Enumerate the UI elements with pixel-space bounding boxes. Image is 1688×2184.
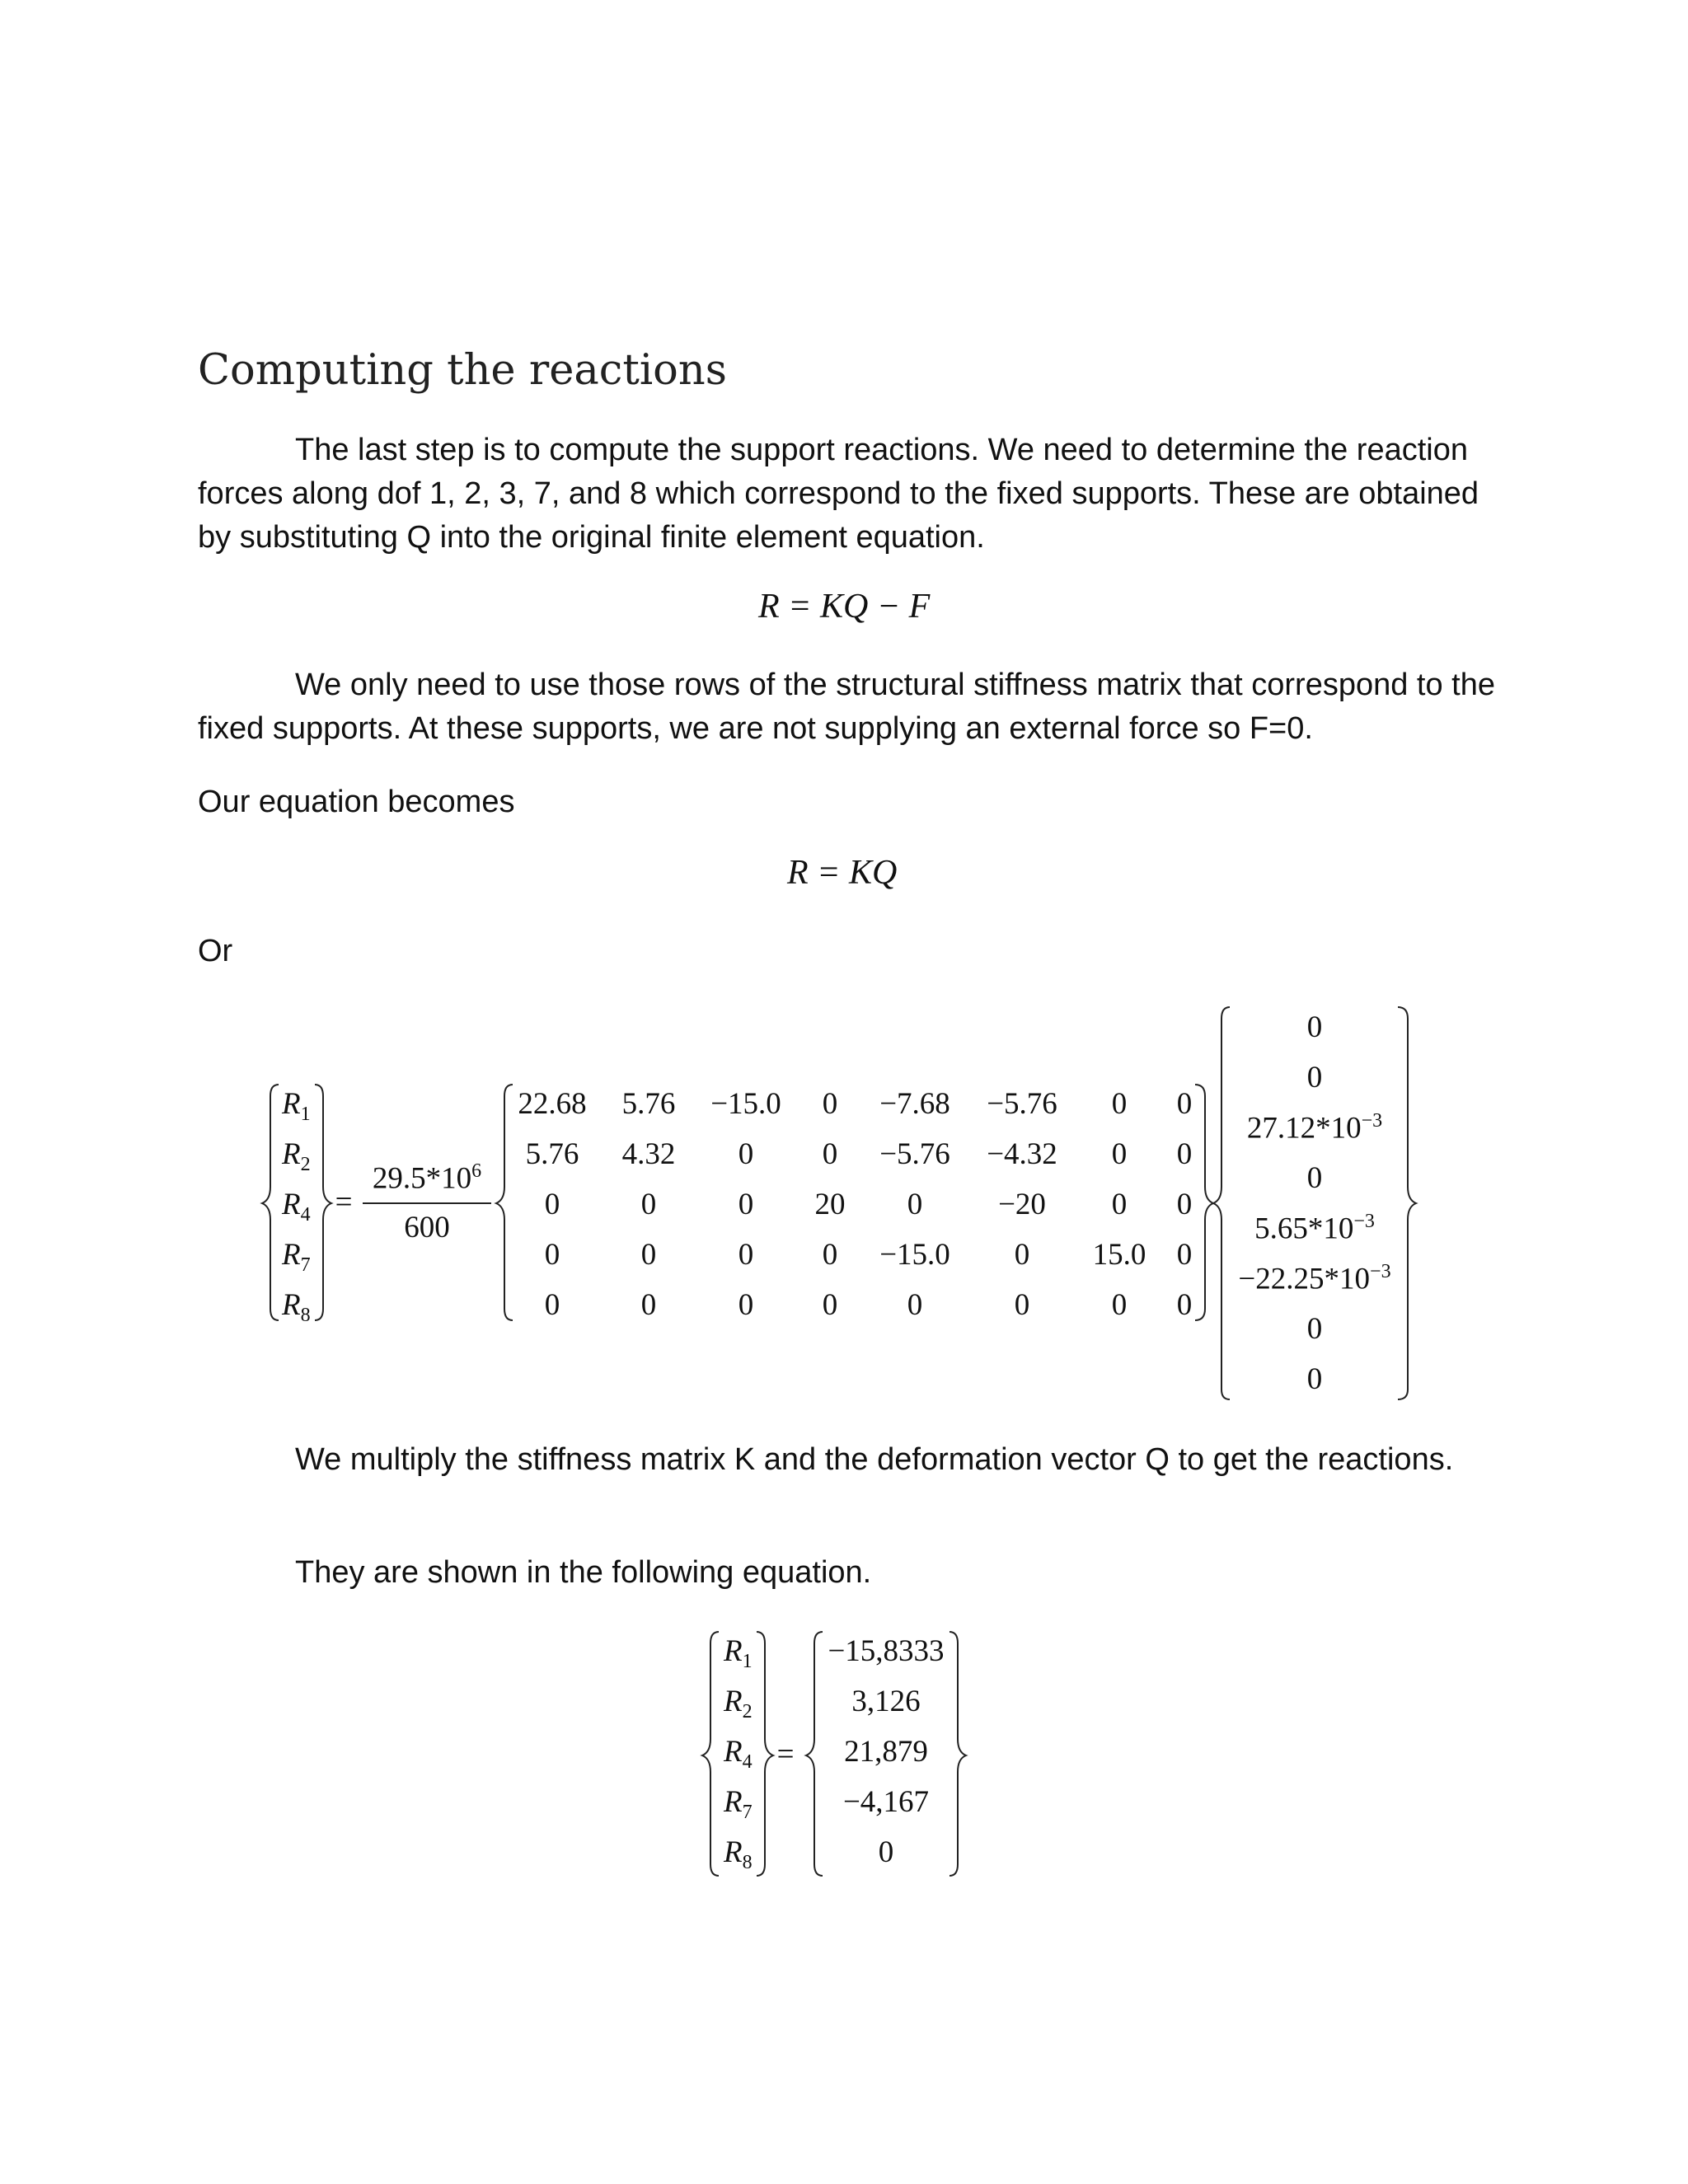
k-cell-r2-c1: 0 xyxy=(640,1188,657,1221)
factor-denominator: 600 xyxy=(404,1211,450,1244)
k-cell-r2-c7: 0 xyxy=(1176,1188,1193,1221)
k-cell-r3-c0: 0 xyxy=(544,1238,560,1272)
reaction-label-2: $R_4$ xyxy=(282,1188,311,1226)
reaction-label-1: $R_2$ xyxy=(282,1137,311,1175)
k-cell-r2-c5: −20 xyxy=(998,1188,1046,1221)
k-cell-r3-c6: 15.0 xyxy=(1092,1238,1146,1272)
k-cell-r4-c5: 0 xyxy=(1014,1288,1030,1322)
k-cell-r0-c3: 0 xyxy=(822,1087,838,1121)
k-cell-r3-c7: 0 xyxy=(1176,1238,1193,1272)
q-entry-0: 0 xyxy=(1306,1010,1323,1044)
paragraph-rows: We only need to use those rows of the structural stiffness matrix that correspond to the fixed supports. At these supports, we are not supplying an external force so F=0. xyxy=(198,668,1496,746)
result-value-1: 3,126 xyxy=(851,1685,921,1718)
k-cell-r4-c7: 0 xyxy=(1176,1288,1193,1322)
k-cell-r0-c5: −5.76 xyxy=(987,1087,1057,1121)
reaction-label-3: $R_7$ xyxy=(282,1238,311,1276)
paragraph-following: They are shown in the following equation. xyxy=(295,1555,872,1590)
result-reaction-label-1: $R_2$ xyxy=(724,1685,753,1722)
k-cell-r4-c0: 0 xyxy=(544,1288,560,1322)
k-cell-r0-c2: −15.0 xyxy=(710,1087,781,1121)
q-entry-5: $-22.25*10^{-3}$ xyxy=(1238,1261,1391,1296)
k-cell-r0-c7: 0 xyxy=(1176,1087,1193,1121)
result-value-4: 0 xyxy=(878,1835,894,1869)
factor-numerator: $29.5*10^6$ xyxy=(372,1160,482,1196)
k-cell-r1-c2: 0 xyxy=(738,1137,754,1171)
k-cell-r2-c3: 20 xyxy=(814,1188,846,1221)
k-cell-r3-c1: 0 xyxy=(640,1238,657,1272)
k-cell-r0-c6: 0 xyxy=(1111,1087,1128,1121)
result-reaction-label-2: $R_4$ xyxy=(724,1735,753,1773)
k-cell-r4-c4: 0 xyxy=(907,1288,923,1322)
result-reaction-label-4: $R_8$ xyxy=(724,1835,753,1873)
k-cell-r2-c0: 0 xyxy=(544,1188,560,1221)
k-cell-r2-c6: 0 xyxy=(1111,1188,1128,1221)
result-equals-sign: = xyxy=(776,1737,795,1771)
paragraph-intro: The last step is to compute the support reactions. We need to determine the reaction forces along dof 1, 2, 3, 7, and 8 which correspond to the fixed supports. These are obtained by substituting Q into the original finite element equation. xyxy=(198,433,1479,555)
k-cell-r2-c2: 0 xyxy=(738,1188,754,1221)
q-entry-7: 0 xyxy=(1306,1362,1323,1396)
k-cell-r4-c2: 0 xyxy=(738,1288,754,1322)
q-entry-6: 0 xyxy=(1306,1312,1323,1346)
equation-r-kq-f: R = KQ − F xyxy=(758,588,931,626)
k-cell-r1-c1: 4.32 xyxy=(621,1137,676,1171)
k-cell-r4-c3: 0 xyxy=(822,1288,838,1322)
k-cell-r3-c3: 0 xyxy=(822,1238,838,1272)
result-reaction-label-0: $R_1$ xyxy=(724,1634,753,1672)
k-cell-r0-c0: 22.68 xyxy=(518,1087,587,1121)
paragraph-multiply: We multiply the stiffness matrix K and the deformation vector Q to get the reactions. xyxy=(295,1442,1454,1477)
k-cell-r4-c6: 0 xyxy=(1111,1288,1128,1322)
k-cell-r4-c1: 0 xyxy=(640,1288,657,1322)
result-value-0: −15,8333 xyxy=(828,1634,945,1668)
result-reaction-label-3: $R_7$ xyxy=(724,1785,753,1823)
q-entry-2: $27.12*10^{-3}$ xyxy=(1246,1110,1383,1146)
k-cell-r3-c4: −15.0 xyxy=(879,1238,950,1272)
k-cell-r1-c6: 0 xyxy=(1111,1137,1128,1171)
k-cell-r3-c5: 0 xyxy=(1014,1238,1030,1272)
k-cell-r1-c5: −4.32 xyxy=(987,1137,1057,1171)
k-cell-r1-c3: 0 xyxy=(822,1137,838,1171)
paragraph-or: Or xyxy=(198,934,233,968)
q-entry-1: 0 xyxy=(1306,1061,1323,1094)
k-cell-r1-c7: 0 xyxy=(1176,1137,1193,1171)
q-entry-3: 0 xyxy=(1306,1161,1323,1195)
k-cell-r1-c0: 5.76 xyxy=(525,1137,579,1171)
k-cell-r1-c4: −5.76 xyxy=(879,1137,950,1171)
result-value-3: −4,167 xyxy=(842,1785,930,1819)
result-value-2: 21,879 xyxy=(844,1735,928,1769)
reaction-label-4: $R_8$ xyxy=(282,1288,311,1326)
section-heading: Computing the reactions xyxy=(198,346,727,395)
reaction-label-0: $R_1$ xyxy=(282,1087,311,1125)
equation-r-kq: R = KQ xyxy=(787,854,898,892)
equals-sign: = xyxy=(335,1185,353,1219)
paragraph-equation-becomes: Our equation becomes xyxy=(198,785,515,819)
k-cell-r0-c1: 5.76 xyxy=(621,1087,676,1121)
k-cell-r0-c4: −7.68 xyxy=(879,1087,950,1121)
k-cell-r3-c2: 0 xyxy=(738,1238,754,1272)
q-entry-4: $5.65*10^{-3}$ xyxy=(1254,1211,1375,1246)
k-cell-r2-c4: 0 xyxy=(907,1188,923,1221)
